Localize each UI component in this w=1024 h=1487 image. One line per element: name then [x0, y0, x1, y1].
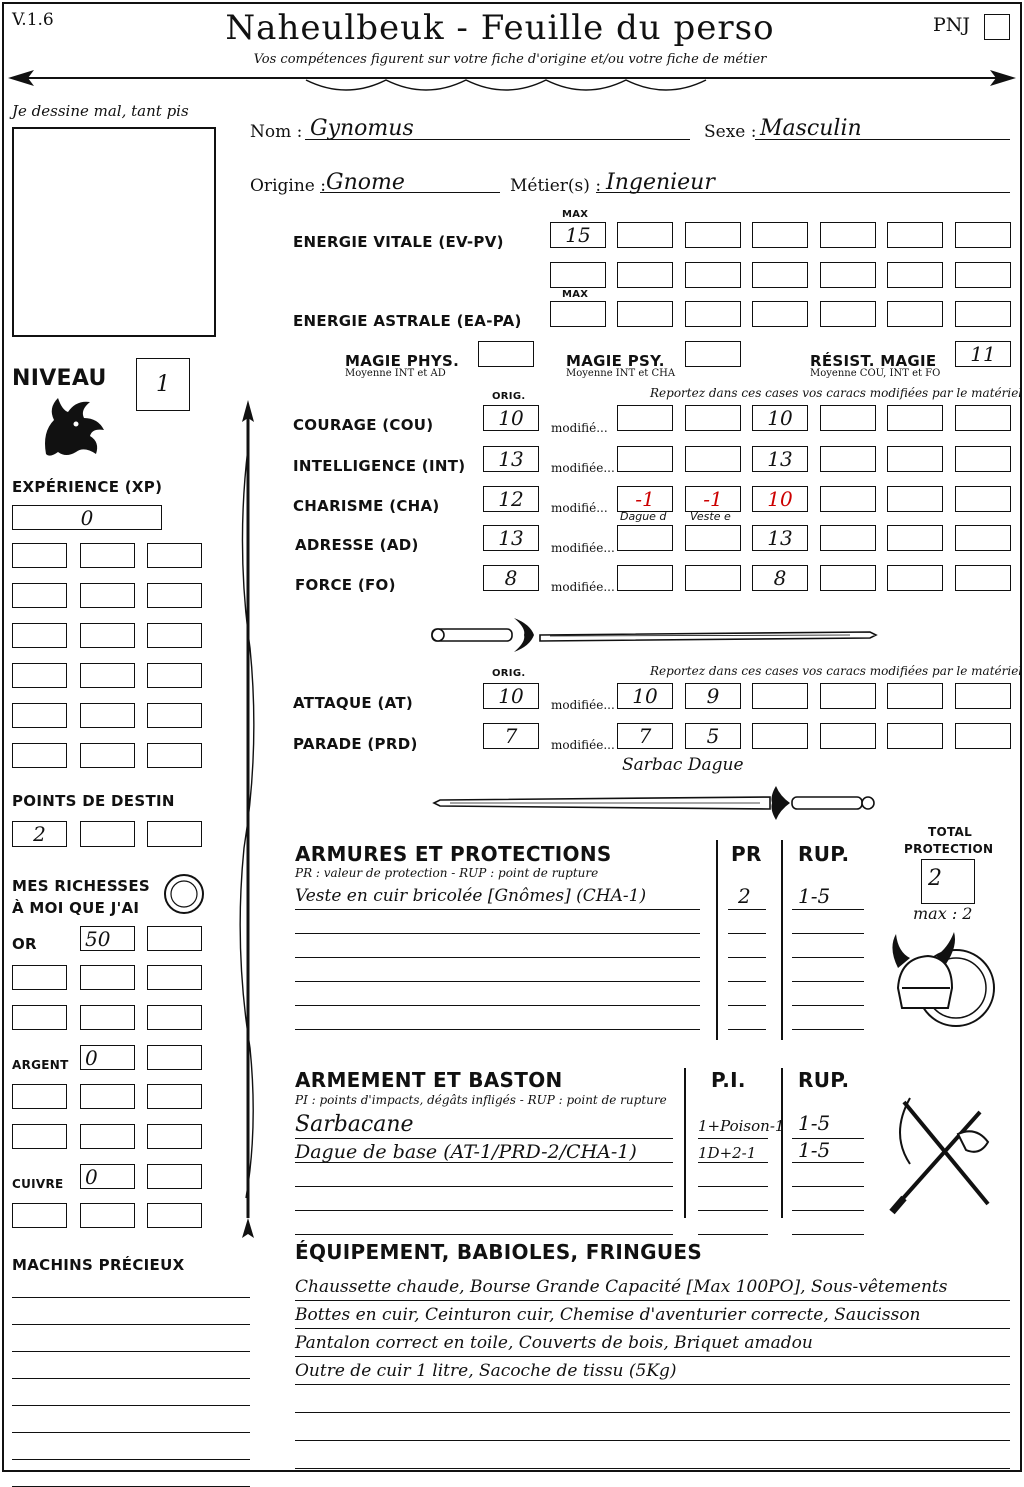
coin-icon [162, 872, 206, 916]
cha-mod1-box[interactable] [617, 486, 673, 512]
cou-modif-label: modifié... [551, 421, 608, 435]
report-note: Reportez dans ces cases vos caracs modifiées par le matériel [650, 386, 1023, 400]
version-label: V.1.6 [12, 10, 54, 30]
weapon-1-name: Sarbacane [295, 1112, 414, 1137]
fo-mod-box[interactable] [820, 565, 876, 591]
destin-box[interactable] [147, 821, 202, 847]
xp-box[interactable] [147, 583, 202, 608]
equip-line[interactable] [295, 1356, 1010, 1357]
cha-mod1-value: -1 [635, 487, 655, 511]
arme-pi-line[interactable] [698, 1234, 768, 1235]
at-orig-box[interactable] [483, 683, 539, 709]
magie-psy-label: MAGIE PSY. [566, 352, 665, 370]
xp-box[interactable] [80, 743, 135, 768]
armure-rup-line[interactable] [792, 909, 864, 910]
weapon-2-name: Dague de base (AT-1/PRD-2/CHA-1) [295, 1141, 637, 1163]
cha-note1: Dague d [620, 510, 667, 523]
cha-note2: Veste e [690, 510, 731, 523]
ev-box[interactable] [752, 262, 808, 288]
ad-final-box[interactable] [752, 525, 808, 551]
cuivre-label: CUIVRE [12, 1177, 64, 1191]
int-final-box[interactable] [752, 446, 808, 472]
at-orig-value: 10 [498, 684, 524, 708]
at-modif-label: modifiée... [551, 698, 615, 712]
ev-max-box[interactable] [550, 222, 606, 248]
cou-mod-box[interactable] [820, 405, 876, 431]
ea-box[interactable] [617, 301, 673, 327]
weapon-1-pi: 1+Poison-1 [698, 1117, 785, 1135]
arme-pi-line[interactable] [698, 1138, 768, 1139]
xp-box[interactable] [12, 583, 67, 608]
armure-rup-line[interactable] [792, 981, 864, 982]
xp-value: 0 [80, 505, 94, 530]
xp-box[interactable] [80, 543, 135, 568]
cha-orig-box[interactable] [483, 486, 539, 512]
argent-box[interactable] [147, 1124, 202, 1149]
ev-box[interactable] [887, 222, 943, 248]
or-value: 50 [85, 926, 111, 951]
prd-mod1-value: 7 [638, 724, 652, 748]
fo-mod-box[interactable] [617, 565, 673, 591]
spear-ornament-icon [6, 66, 1018, 106]
resist-magie-value: 11 [970, 342, 996, 366]
ad-mod-box[interactable] [820, 525, 876, 551]
nom-value: Gynomus [310, 116, 414, 141]
cou-mod-box[interactable] [685, 405, 741, 431]
int-mod-box[interactable] [685, 446, 741, 472]
cuivre-box[interactable] [80, 1164, 135, 1189]
sexe-label: Sexe : [704, 122, 757, 142]
or-box[interactable] [147, 1005, 202, 1030]
total-max: max : 2 [913, 904, 973, 923]
resist-magie-label: RÉSIST. MAGIE [810, 352, 937, 370]
prd-mod1-box[interactable] [617, 723, 673, 749]
xp-box[interactable] [147, 703, 202, 728]
ea-box[interactable] [820, 301, 876, 327]
arme-rup-line[interactable] [792, 1138, 864, 1139]
xp-box[interactable] [12, 505, 162, 530]
prd-mod-box[interactable] [752, 723, 808, 749]
cou-orig-box[interactable] [483, 405, 539, 431]
ev-max-value: 15 [565, 223, 591, 247]
fo-label: FORCE (FO) [295, 576, 396, 594]
equip-line-2: Bottes en cuir, Ceinturon cuir, Chemise d'aventurier correcte, Saucisson [295, 1305, 921, 1325]
precieux-line[interactable] [12, 1432, 250, 1433]
ev-box[interactable] [550, 262, 606, 288]
armure-line[interactable] [295, 909, 700, 910]
ad-label: ADRESSE (AD) [295, 536, 419, 554]
argent-box[interactable] [12, 1084, 67, 1109]
spear-icon [228, 398, 268, 1240]
niveau-box[interactable] [136, 358, 190, 411]
ea-max-box[interactable] [550, 301, 606, 327]
total-value: 2 [928, 866, 942, 891]
armure-item-pr: 2 [738, 884, 751, 908]
prd-mod2-box[interactable] [685, 723, 741, 749]
xp-box[interactable] [80, 583, 135, 608]
xp-box[interactable] [80, 663, 135, 688]
at-mod-box[interactable] [887, 683, 943, 709]
prd-orig-box[interactable] [483, 723, 539, 749]
arme-line[interactable] [295, 1162, 673, 1163]
int-orig-box[interactable] [483, 446, 539, 472]
int-mod-box[interactable] [955, 446, 1011, 472]
armement-rup-label: RUP. [798, 1068, 850, 1092]
ev-box[interactable] [752, 222, 808, 248]
precieux-line[interactable] [12, 1351, 250, 1352]
magie-psy-note: Moyenne INT et CHA [566, 368, 676, 379]
equip-line-3: Pantalon correct en toile, Couverts de bois, Briquet amadou [295, 1333, 813, 1353]
arme-pi-line[interactable] [698, 1186, 768, 1187]
int-label: INTELLIGENCE (INT) [293, 457, 466, 475]
cha-label: CHARISME (CHA) [293, 497, 440, 515]
fo-final-value: 8 [773, 566, 787, 590]
prd-mod2-value: 5 [706, 724, 720, 748]
int-mod-box[interactable] [887, 446, 943, 472]
ea-box[interactable] [752, 301, 808, 327]
or-box[interactable] [80, 926, 135, 951]
ad-mod-box[interactable] [617, 525, 673, 551]
armure-line[interactable] [295, 1005, 700, 1006]
equip-line[interactable] [295, 1412, 1010, 1413]
destin-box[interactable] [80, 821, 135, 847]
cha-orig-value: 12 [498, 487, 524, 511]
precieux-line[interactable] [12, 1459, 250, 1460]
precieux-line[interactable] [12, 1324, 250, 1325]
cou-mod-box[interactable] [887, 405, 943, 431]
at-mod1-box[interactable] [617, 683, 673, 709]
ev-box[interactable] [820, 222, 876, 248]
equip-line[interactable] [295, 1440, 1010, 1441]
sword-icon [430, 780, 880, 826]
sword-icon [430, 612, 880, 658]
weapons-note: Sarbac Dague [622, 755, 744, 775]
or-box[interactable] [80, 1005, 135, 1030]
fo-mod-box[interactable] [955, 565, 1011, 591]
combat-orig-label: ORIG. [492, 668, 526, 679]
magie-psy-box[interactable] [685, 341, 741, 367]
resist-magie-box[interactable] [955, 341, 1011, 367]
armure-item-rup: 1-5 [798, 884, 831, 908]
argent-box[interactable] [147, 1045, 202, 1070]
weapon-2-rup: 1-5 [798, 1138, 831, 1162]
int-orig-value: 13 [498, 447, 524, 471]
equip-line[interactable] [295, 1328, 1010, 1329]
at-mod1-value: 10 [632, 684, 658, 708]
richesses-label-1: MES RICHESSES [12, 877, 151, 895]
arme-rup-line[interactable] [792, 1210, 864, 1211]
precieux-line[interactable] [12, 1378, 250, 1379]
xp-box[interactable] [147, 543, 202, 568]
cha-mod-box[interactable] [820, 486, 876, 512]
armement-label: ARMEMENT ET BASTON [295, 1068, 563, 1092]
int-mod-box[interactable] [617, 446, 673, 472]
fo-orig-value: 8 [504, 566, 518, 590]
equipement-label: ÉQUIPEMENT, BABIOLES, FRINGUES [295, 1240, 703, 1264]
page-subtitle: Vos compétences figurent sur votre fiche d'origine et/ou votre fiche de métier [253, 52, 767, 67]
armures-pr-label: PR [731, 842, 762, 866]
argent-value: 0 [85, 1045, 98, 1070]
origine-label: Origine : [250, 176, 326, 196]
fo-final-box[interactable] [752, 565, 808, 591]
cou-final-box[interactable] [752, 405, 808, 431]
equip-line[interactable] [295, 1384, 1010, 1385]
ev-box[interactable] [617, 262, 673, 288]
xp-box[interactable] [12, 743, 67, 768]
metier-value: Ingenieur [606, 170, 715, 195]
or-box[interactable] [80, 965, 135, 990]
precieux-line[interactable] [12, 1297, 250, 1298]
ad-modif-label: modifiée... [551, 541, 615, 555]
armure-pr-line[interactable] [728, 981, 766, 982]
fo-modif-label: modifiée... [551, 580, 615, 594]
richesses-label-2: À MOI QUE J'AI [12, 899, 140, 917]
destin-box[interactable] [12, 821, 67, 847]
ad-orig-value: 13 [498, 526, 524, 550]
arme-rup-line[interactable] [792, 1234, 864, 1235]
fo-mod-box[interactable] [887, 565, 943, 591]
prd-mod-box[interactable] [887, 723, 943, 749]
fo-mod-box[interactable] [685, 565, 741, 591]
argent-box[interactable] [147, 1084, 202, 1109]
armures-rup-label: RUP. [798, 842, 850, 866]
xp-box[interactable] [12, 663, 67, 688]
ev-max-label: MAX [562, 209, 589, 220]
destin-value: 2 [33, 822, 46, 846]
ev-box[interactable] [887, 262, 943, 288]
ev-box[interactable] [617, 222, 673, 248]
ev-box[interactable] [685, 262, 741, 288]
portrait-box[interactable] [12, 127, 216, 337]
at-mod-box[interactable] [820, 683, 876, 709]
ad-final-value: 13 [767, 526, 793, 550]
weapons-crossed-icon [884, 1094, 1002, 1218]
cha-modif-label: modifié... [551, 501, 608, 515]
armure-item-name: Veste en cuir bricolée [Gnômes] (CHA-1) [295, 886, 647, 906]
total-box[interactable] [921, 859, 975, 904]
xp-box[interactable] [12, 703, 67, 728]
pnj-label: PNJ [933, 14, 971, 36]
ev-box[interactable] [685, 222, 741, 248]
or-box[interactable] [147, 926, 202, 951]
ad-mod-box[interactable] [685, 525, 741, 551]
cha-mod-box[interactable] [887, 486, 943, 512]
armure-line[interactable] [295, 933, 700, 934]
xp-box[interactable] [80, 623, 135, 648]
arme-line[interactable] [295, 1210, 673, 1211]
xp-box[interactable] [12, 543, 67, 568]
armure-rup-line[interactable] [792, 957, 864, 958]
xp-box[interactable] [147, 743, 202, 768]
cha-mod2-box[interactable] [685, 486, 741, 512]
magie-phys-label: MAGIE PHYS. [345, 352, 460, 370]
armure-pr-line[interactable] [728, 909, 766, 910]
armure-rup-line[interactable] [792, 1029, 864, 1030]
arme-rup-line[interactable] [792, 1162, 864, 1163]
cou-mod-box[interactable] [955, 405, 1011, 431]
resist-magie-note: Moyenne COU, INT et FO [810, 368, 941, 379]
orig-label: ORIG. [492, 391, 526, 402]
cou-final-value: 10 [767, 406, 793, 430]
ea-box[interactable] [887, 301, 943, 327]
xp-box[interactable] [147, 663, 202, 688]
cuivre-value: 0 [85, 1164, 98, 1189]
cha-final-value: 10 [767, 487, 793, 511]
prd-mod-box[interactable] [955, 723, 1011, 749]
or-box[interactable] [12, 965, 67, 990]
cha-mod2-value: -1 [703, 487, 723, 511]
arme-line[interactable] [295, 1138, 673, 1139]
at-mod2-box[interactable] [685, 683, 741, 709]
argent-box[interactable] [80, 1045, 135, 1070]
niveau-label: NIVEAU [12, 366, 107, 391]
equip-line[interactable] [295, 1300, 1010, 1301]
at-label: ATTAQUE (AT) [293, 694, 414, 712]
armures-note: PR : valeur de protection - RUP : point de rupture [295, 866, 599, 880]
prd-modif-label: modifiée... [551, 738, 615, 752]
int-final-value: 13 [767, 447, 793, 471]
at-mod2-value: 9 [706, 684, 720, 708]
arme-line[interactable] [295, 1186, 673, 1187]
dragon-icon [36, 392, 108, 462]
cou-mod-box[interactable] [617, 405, 673, 431]
armure-rup-line[interactable] [792, 1005, 864, 1006]
armure-pr-line[interactable] [728, 957, 766, 958]
armure-pr-line[interactable] [728, 933, 766, 934]
cou-orig-value: 10 [498, 406, 524, 430]
xp-box[interactable] [12, 623, 67, 648]
ea-max-label: MAX [562, 289, 589, 300]
total-label-1: TOTAL [928, 825, 973, 839]
prd-label: PARADE (PRD) [293, 735, 418, 753]
at-mod-box[interactable] [955, 683, 1011, 709]
int-modif-label: modifiée... [551, 461, 615, 475]
ev-box[interactable] [955, 262, 1011, 288]
ad-orig-box[interactable] [483, 525, 539, 551]
page-title: Naheulbeuk - Feuille du perso [225, 8, 775, 48]
combat-report-note: Reportez dans ces cases vos caracs modifiées par le matériel [650, 664, 1023, 678]
cuivre-box[interactable] [80, 1203, 135, 1228]
magie-phys-note: Moyenne INT et AD [345, 368, 446, 379]
pnj-checkbox[interactable] [984, 14, 1010, 40]
prd-orig-value: 7 [504, 724, 518, 748]
arme-rup-line[interactable] [792, 1186, 864, 1187]
fo-orig-box[interactable] [483, 565, 539, 591]
armure-line[interactable] [295, 1029, 700, 1030]
arme-line[interactable] [295, 1234, 673, 1235]
or-label: OR [12, 935, 37, 953]
equip-line[interactable] [295, 1468, 1010, 1469]
nom-label: Nom : [250, 122, 303, 142]
arme-pi-line[interactable] [698, 1162, 768, 1163]
portrait-caption: Je dessine mal, tant pis [12, 102, 189, 120]
xp-box[interactable] [80, 703, 135, 728]
at-mod-box[interactable] [752, 683, 808, 709]
or-box[interactable] [12, 1005, 67, 1030]
argent-box[interactable] [80, 1124, 135, 1149]
armement-note: PI : points d'impacts, dégâts infligés - RUP : point de rupture [295, 1093, 667, 1107]
cha-mod-box[interactable] [955, 486, 1011, 512]
equip-line-4: Outre de cuir 1 litre, Sacoche de tissu (5Kg) [295, 1361, 677, 1381]
destin-label: POINTS DE DESTIN [12, 792, 175, 810]
ea-box[interactable] [685, 301, 741, 327]
ev-box[interactable] [955, 222, 1011, 248]
armure-line[interactable] [295, 957, 700, 958]
total-label-2: PROTECTION [904, 842, 994, 856]
precieux-label: MACHINS PRÉCIEUX [12, 1256, 185, 1274]
sexe-value: Masculin [760, 116, 862, 141]
armement-pi-label: P.I. [711, 1068, 746, 1092]
niveau-value: 1 [156, 371, 170, 397]
magie-phys-box[interactable] [478, 341, 534, 367]
weapon-1-rup: 1-5 [798, 1111, 831, 1135]
arme-pi-line[interactable] [698, 1210, 768, 1211]
armure-rup-line[interactable] [792, 933, 864, 934]
ev-box[interactable] [820, 262, 876, 288]
ad-mod-box[interactable] [955, 525, 1011, 551]
argent-box[interactable] [80, 1084, 135, 1109]
armure-line[interactable] [295, 981, 700, 982]
cou-label: COURAGE (COU) [293, 416, 434, 434]
argent-box[interactable] [12, 1124, 67, 1149]
xp-box[interactable] [147, 623, 202, 648]
weapon-2-pi: 1D+2-1 [698, 1144, 757, 1162]
helmet-shield-icon [888, 928, 998, 1038]
xp-label: EXPÉRIENCE (XP) [12, 478, 163, 496]
int-mod-box[interactable] [820, 446, 876, 472]
cuivre-box[interactable] [147, 1203, 202, 1228]
ev-label: ENERGIE VITALE (EV-PV) [293, 233, 504, 251]
argent-label: ARGENT [12, 1058, 69, 1072]
or-box[interactable] [147, 965, 202, 990]
cuivre-box[interactable] [12, 1203, 67, 1228]
equip-line-1: Chaussette chaude, Bourse Grande Capacité [Max 100PO], Sous-vêtements [295, 1277, 948, 1297]
ea-box[interactable] [955, 301, 1011, 327]
armure-pr-line[interactable] [728, 1005, 766, 1006]
precieux-line[interactable] [12, 1405, 250, 1406]
armures-label: ARMURES ET PROTECTIONS [295, 842, 612, 866]
ad-mod-box[interactable] [887, 525, 943, 551]
cha-final-box[interactable] [752, 486, 808, 512]
metier-label: Métier(s) : [510, 176, 602, 196]
armure-pr-line[interactable] [728, 1029, 766, 1030]
prd-mod-box[interactable] [820, 723, 876, 749]
ea-label: ENERGIE ASTRALE (EA-PA) [293, 312, 522, 330]
cuivre-box[interactable] [147, 1164, 202, 1189]
origine-value: Gnome [326, 170, 405, 195]
